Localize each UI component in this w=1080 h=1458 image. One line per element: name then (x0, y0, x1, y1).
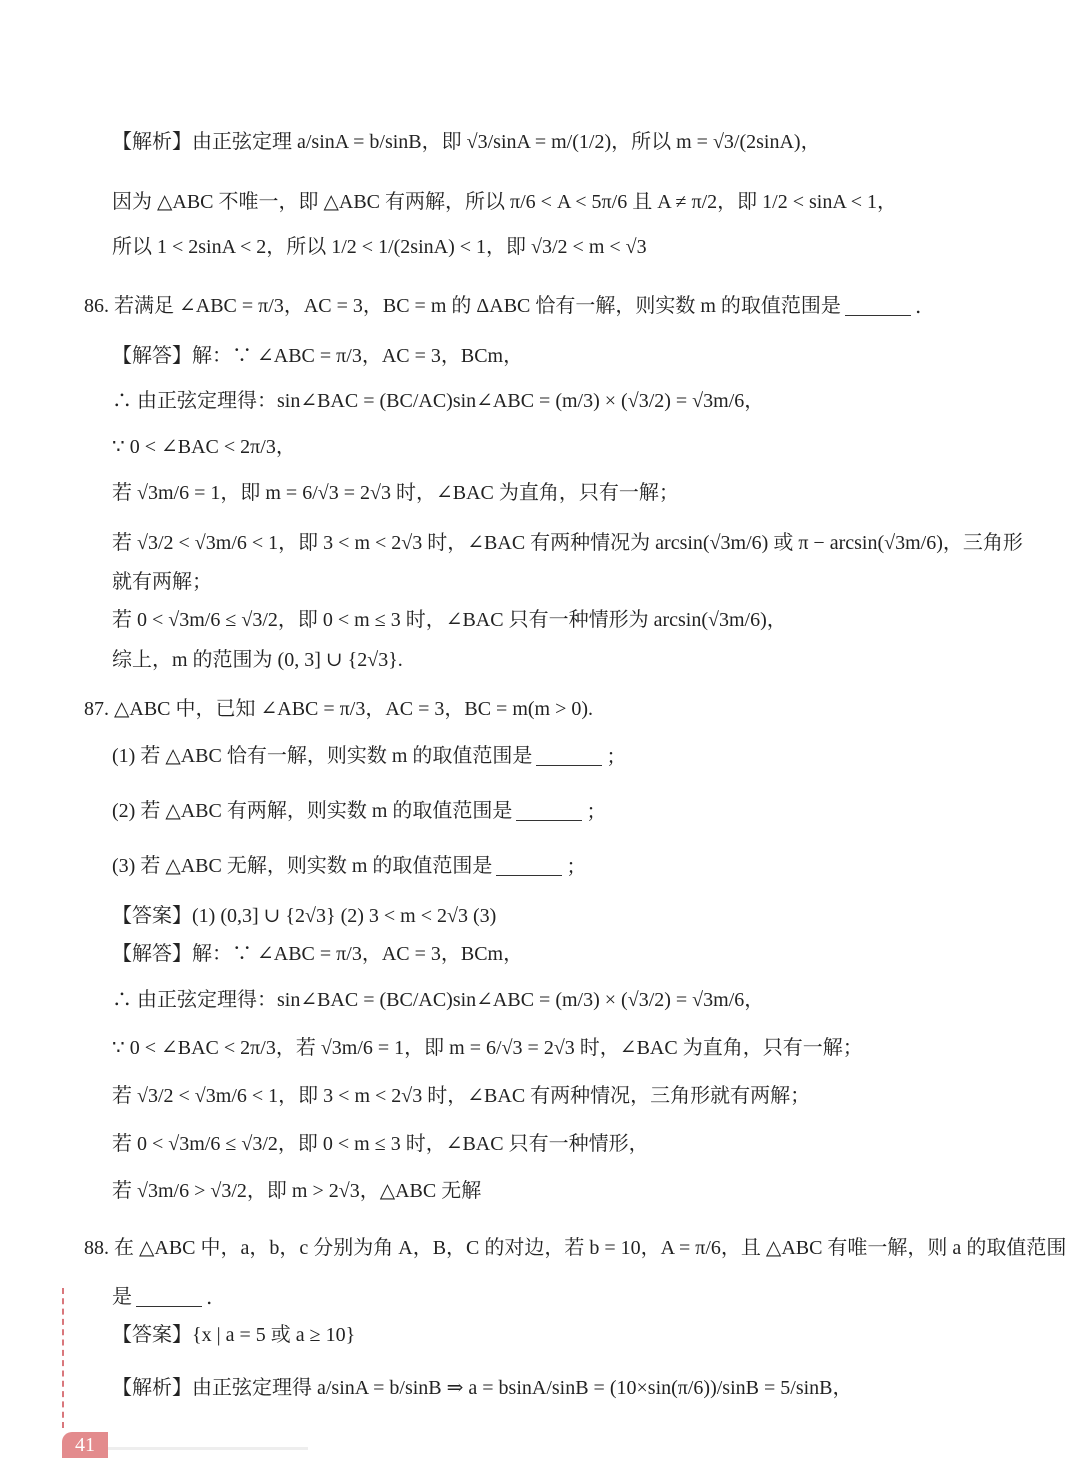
question-88-continued: 是 . (112, 1285, 213, 1309)
answer-line-86-1: 【解答】解：∵ ∠ABC = π/3，AC = 3，BCm， (112, 345, 524, 367)
answer-blank (536, 747, 602, 766)
question-88: 88. 在 △ABC 中，a，b，c 分别为角 A，B，C 的对边，若 b = 10，A = π/6，且 △ABC 有唯一解，则 a 的取值范围 (84, 1237, 1067, 1259)
margin-dashed-line (62, 1288, 64, 1428)
bottom-divider (108, 1447, 308, 1450)
answer-blank (136, 1288, 202, 1307)
question-87-part-1: (1) 若 △ABC 恰有一解，则实数 m 的取值范围是 ； (112, 744, 627, 768)
answer-blank (496, 857, 562, 876)
question-87-part-3: (3) 若 △ABC 无解，则实数 m 的取值范围是 ； (112, 854, 587, 878)
answer-line-86-7: 若 0 < √3m/6 ≤ √3/2，即 0 < m ≤ 3 时，∠BAC 只有一种情形为 arcsin(√3m/6)， (112, 609, 787, 631)
answer-88: 【答案】{x | a = 5 或 a ≥ 10} (112, 1324, 356, 1346)
answer-line-87-2: ∴ 由正弦定理得：sin∠BAC = (BC/AC)sin∠ABC = (m/3) × (√3/2) = √3m/6， (112, 989, 765, 1011)
answer-line-86-5: 若 √3/2 < √3m/6 < 1，即 3 < m < 2√3 时，∠BAC 有两种情况为 arcsin(√3m/6) 或 π − arcsin(√3m/6)，三角形 (112, 532, 1023, 554)
answer-line-87-6: 若 √3m/6 > √3/2，即 m > 2√3，△ABC 无解 (112, 1180, 482, 1202)
answer-blank (845, 297, 911, 316)
answer-blank (516, 802, 582, 821)
answer-line-86-6: 就有两解； (112, 571, 212, 593)
answer-line-87-4: 若 √3/2 < √3m/6 < 1，即 3 < m < 2√3 时，∠BAC 有两种情况，三角形就有两解； (112, 1085, 811, 1107)
answer-line-87-1: 【解答】解：∵ ∠ABC = π/3，AC = 3，BCm， (112, 943, 524, 965)
answer-line-87-3: ∵ 0 < ∠BAC < 2π/3，若 √3m/6 = 1，即 m = 6/√3 = 2√3 时，∠BAC 为直角，只有一解； (112, 1037, 863, 1059)
answer-87: 【答案】(1) (0,3] ∪ {2√3} (2) 3 < m < 2√3 (3) (112, 905, 497, 927)
solution-line-2: 因为 △ABC 不唯一，即 △ABC 有两解，所以 π/6 < A < 5π/6 且 A ≠ π/2，即 1/2 < sinA < 1， (112, 191, 897, 213)
question-87: 87. △ABC 中，已知 ∠ABC = π/3，AC = 3，BC = m(m > 0). (84, 698, 594, 720)
page-number: 41 (62, 1432, 108, 1458)
answer-line-86-4: 若 √3m/6 = 1，即 m = 6/√3 = 2√3 时，∠BAC 为直角，只有一解； (112, 482, 679, 504)
question-87-part-2: (2) 若 △ABC 有两解，则实数 m 的取值范围是 ； (112, 799, 607, 823)
answer-line-86-2: ∴ 由正弦定理得：sin∠BAC = (BC/AC)sin∠ABC = (m/3) × (√3/2) = √3m/6， (112, 390, 765, 412)
solution-line-1: 【解析】由正弦定理 a/sinA = b/sinB，即 √3/sinA = m/(1/2)，所以 m = √3/(2sinA)， (112, 131, 821, 153)
answer-line-86-8: 综上，m 的范围为 (0, 3] ∪ {2√3}. (112, 649, 403, 671)
solution-line-3: 所以 1 < 2sinA < 2，所以 1/2 < 1/(2sinA) < 1，即 √3/2 < m < √3 (112, 236, 647, 258)
answer-line-86-3: ∵ 0 < ∠BAC < 2π/3， (112, 436, 296, 458)
question-86: 86. 若满足 ∠ABC = π/3，AC = 3，BC = m 的 ΔABC 恰有一解，则实数 m 的取值范围是 . (84, 294, 922, 318)
answer-line-88-1: 【解析】由正弦定理得 a/sinA = b/sinB ⇒ a = bsinA/sinB = (10×sin(π/6))/sinB = 5/sinB， (112, 1377, 853, 1399)
answer-line-87-5: 若 0 < √3m/6 ≤ √3/2，即 0 < m ≤ 3 时，∠BAC 只有一种情形， (112, 1133, 649, 1155)
